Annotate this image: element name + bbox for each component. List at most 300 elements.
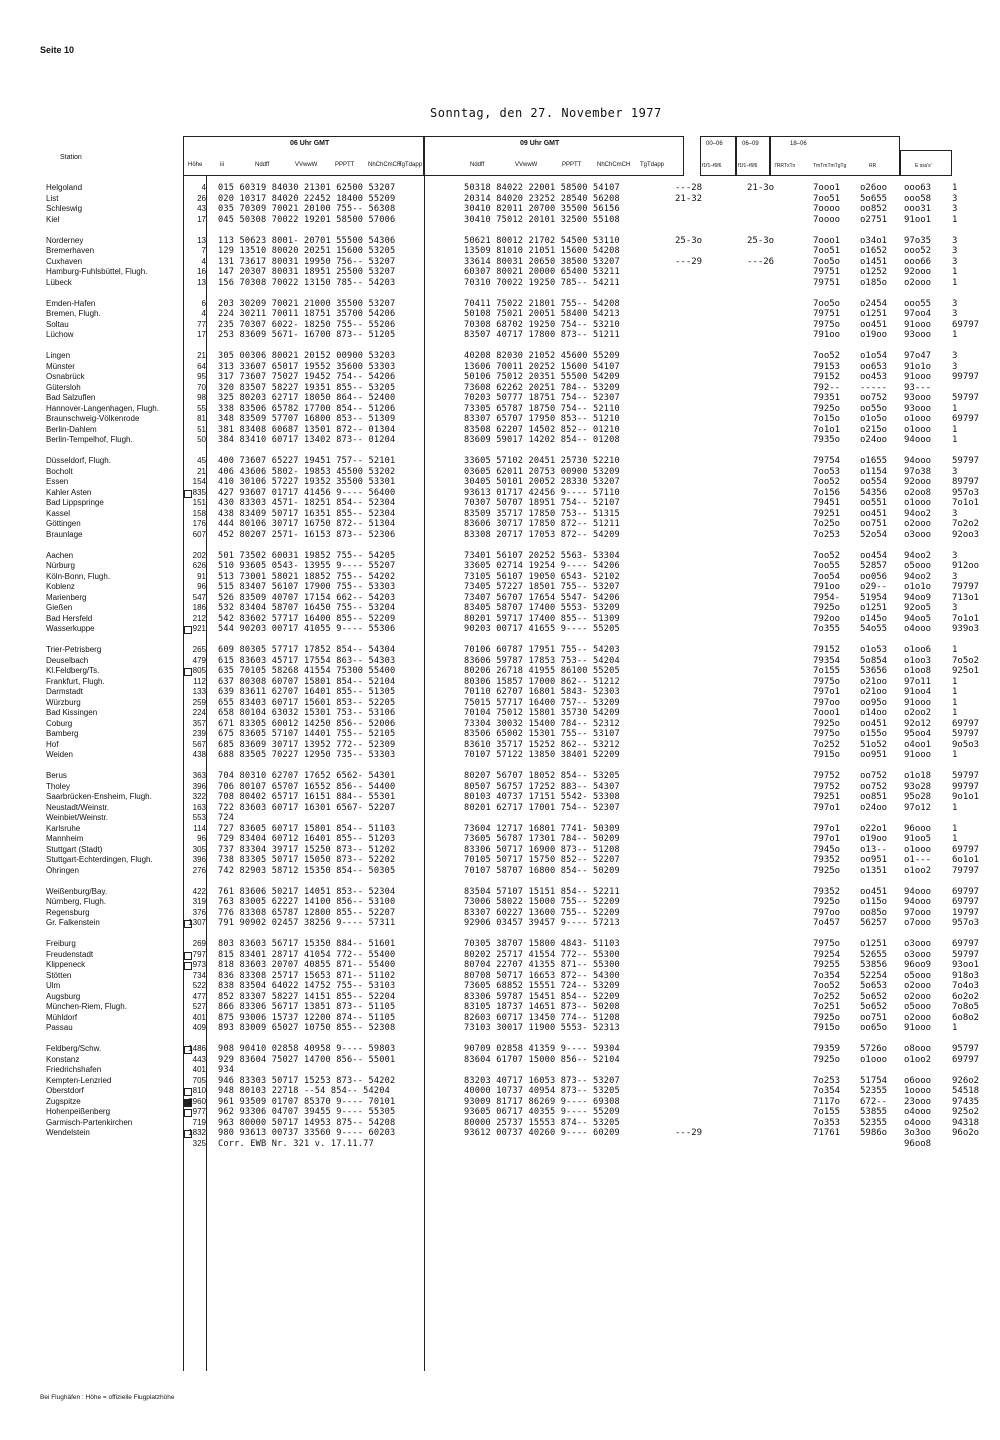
rr-group: 91oo5	[904, 834, 932, 844]
rr-txtn: 79752	[813, 771, 841, 781]
station-name: Göttingen	[46, 519, 81, 528]
tm-group: 52355	[860, 1117, 888, 1128]
station-name: Schleswig	[46, 204, 83, 213]
station-name: Stuttgart (Stadt)	[46, 844, 103, 854]
esss-group: 1	[952, 424, 958, 435]
table-row	[40, 498, 980, 509]
synop-09-group: 83609 59017 14202 854-- 01208	[464, 435, 620, 445]
station-name: Oberstdorf	[46, 1086, 84, 1095]
synop-06-group: 776 83308 65787 12800 855-- 52207	[218, 907, 396, 918]
tm-group: 53855	[860, 1107, 888, 1117]
station-name: Mühldorf	[46, 1012, 78, 1022]
tm-group: o1o54	[860, 351, 888, 361]
esss-group: 7o1o1	[952, 498, 980, 508]
rr-group: 94oo2	[904, 550, 932, 561]
synop-09-group: 83606 59787 17853 753-- 54204	[464, 655, 620, 666]
tm-group: o1ooo	[860, 1054, 888, 1065]
rr-txtn: 791oo	[813, 330, 841, 340]
esss-group: 69797	[952, 886, 980, 897]
table-row	[40, 918, 980, 929]
synop-06-group: 727 83605 60717 15801 854-- 51103	[218, 823, 396, 834]
tm-group: o155o	[860, 729, 888, 739]
synop-06-group: 791 90902 02457 38256 9---- 57311	[218, 918, 396, 928]
esss-group: 93oo1	[952, 960, 980, 970]
esss-group: 3	[952, 298, 958, 309]
table-row	[40, 362, 980, 373]
station-elevation: 4	[201, 256, 206, 266]
table-row	[40, 1002, 980, 1013]
rr-txtn: 7925o	[813, 718, 841, 729]
ff-00-06: ---29	[675, 256, 703, 267]
synop-06-group: 815 83401 28717 41054 772-- 55400	[218, 949, 396, 960]
rr-txtn: 7oooo	[813, 204, 841, 214]
synop-09-group: 50318 84022 22001 58500 54107	[464, 183, 620, 193]
station-name: Kempten-Lenzried	[46, 1075, 112, 1085]
station-elevation: 21	[197, 351, 206, 360]
synop-09-group: 70110 62707 16801 5843- 52303	[464, 687, 620, 697]
tm-group: oo451	[860, 886, 888, 897]
tm-group: oo451	[860, 508, 888, 519]
station-elevation: 70	[197, 382, 206, 392]
rr-group: 91o1o	[904, 361, 932, 372]
synop-09-group: 83306 59787 15451 854-- 52209	[464, 991, 620, 1002]
tm-group: o19oo	[860, 834, 888, 844]
header-period-18-06: 18–06	[790, 141, 807, 147]
table-row	[40, 845, 980, 856]
synop-06-group: 410 30106 57227 19352 35500 53301	[218, 477, 396, 487]
header-hoehe: Höhe	[188, 162, 203, 168]
esss-group: 1	[952, 697, 958, 708]
station-name: Düsseldorf, Flugh.	[46, 456, 111, 465]
synop-09-group: 40000 10737 40954 873-- 53205	[464, 1086, 620, 1096]
table-row	[40, 824, 980, 835]
synop-09-group: 93612 00737 40260 9---- 60209	[464, 1128, 620, 1138]
mountain-station-marker-icon	[184, 668, 192, 676]
synop-09-group: 33605 02714 19254 9---- 54206	[464, 561, 620, 571]
group-spacer	[40, 1034, 980, 1045]
rr-group: 92o12	[904, 718, 932, 729]
station-elevation: 7	[201, 246, 206, 255]
synop-06-group: 738 83305 50717 15050 873-- 52202	[218, 855, 396, 865]
tm-group: oo454	[860, 550, 888, 561]
synop-09-group: 50108 75021 20051 58400 54213	[464, 309, 620, 319]
page-title: Sonntag, den 27. November 1977	[430, 106, 662, 120]
tm-group: oo752	[860, 393, 888, 403]
table-row	[40, 435, 980, 446]
station-elevation: 77	[197, 319, 206, 329]
station-name: Zugspitze	[46, 1096, 81, 1106]
table-row	[40, 750, 980, 761]
rr-group: ooo58	[904, 193, 932, 204]
tm-group: 51754	[860, 1075, 888, 1086]
station-elevation: 734	[192, 970, 206, 980]
station-elevation: 401	[192, 1065, 206, 1074]
synop-09-group: 70107 57122 13850 38401 52209	[464, 750, 620, 760]
rr-group: o2ooo	[904, 991, 932, 1002]
synop-06-group: 688 83505 70227 12950 735-- 53303	[218, 750, 396, 760]
rr-txtn: 7ooo1	[813, 183, 841, 193]
station-name: Trier-Petrisberg	[46, 645, 102, 654]
tm-group: o24oo	[860, 435, 888, 445]
esss-group: 3	[952, 571, 958, 582]
synop-09-group: 80202 25717 41554 772-- 55300	[464, 949, 620, 960]
table-row	[40, 467, 980, 478]
rr-txtn: 7o253	[813, 1075, 841, 1086]
station-elevation: 626	[192, 561, 206, 570]
synop-09-group: 80206 26718 41955 86100 55205	[464, 666, 620, 676]
tm-group: o19oo	[860, 330, 888, 340]
station-elevation: 13	[197, 277, 206, 287]
table-row	[40, 456, 980, 467]
station-elevation: 376	[192, 907, 206, 917]
synop-09-group: 80306 15857 17000 862-- 51212	[464, 676, 620, 687]
station-elevation: 212	[192, 613, 206, 623]
table-row	[40, 267, 980, 278]
group-spacer	[40, 876, 980, 887]
table-row	[40, 383, 980, 394]
station-name: Lüchow	[46, 330, 74, 339]
station-elevation: 396	[192, 855, 206, 864]
tm-group: o115o	[860, 897, 888, 907]
table-row	[40, 204, 980, 215]
rr-txtn: 7oo52	[813, 477, 841, 487]
tm-group: oo85o	[860, 907, 888, 918]
rr-group: 97o12	[904, 802, 932, 813]
station-name: Kiel	[46, 214, 60, 224]
tm-group: oo653	[860, 361, 888, 372]
synop-09-group: 83105 18737 14651 873-- 50208	[464, 1002, 620, 1012]
synop-06-group: 658 80104 63032 15301 753-- 53106	[218, 708, 396, 718]
station-name: Mannheim	[46, 834, 84, 843]
table-row	[40, 593, 980, 604]
synop-06-group: 875 93006 15737 12200 874-- 51105	[218, 1012, 396, 1023]
station-elevation: 114	[193, 823, 206, 833]
station-elevation: 305	[192, 844, 206, 854]
rr-txtn: 7o1o1	[813, 424, 841, 435]
station-elevation: 45	[197, 456, 206, 465]
synop-06-group: 513 73001 58021 18852 755-- 54202	[218, 571, 396, 582]
esss-group: 3	[952, 246, 958, 256]
tm-group: o1251	[860, 603, 888, 613]
esss-group: 926o2	[952, 1075, 980, 1086]
synop-06-group: 526 83509 40707 17154 662-- 54203	[218, 592, 396, 603]
station-elevation: 224	[192, 708, 206, 717]
synop-06-group: 452 80207 2571- 16153 873-- 52306	[218, 529, 396, 540]
tm-group: 5o652	[860, 1002, 888, 1012]
esss-group: 1	[952, 834, 958, 844]
rr-txtn: 7925o	[813, 603, 841, 613]
station-elevation: 202	[192, 550, 206, 560]
station-elevation: 6	[201, 298, 206, 308]
tm-group: oo95o	[860, 697, 888, 708]
esss-group: 69797	[952, 939, 980, 949]
group-spacer	[40, 288, 980, 299]
esss-group: 1	[952, 708, 958, 718]
esss-group: 1	[952, 277, 958, 288]
rr-txtn: 7ooo1	[813, 235, 841, 246]
esss-group: 957o3	[952, 918, 980, 928]
tm-group: oo056	[860, 571, 888, 582]
rr-txtn: 79352	[813, 886, 841, 897]
tm-group: 5o653	[860, 981, 888, 991]
station-name: Lingen	[46, 351, 71, 360]
rr-txtn: 79451	[813, 498, 841, 508]
station-name: Berus	[46, 771, 67, 780]
rr-group: o4ooo	[904, 1117, 932, 1128]
table-row	[40, 1023, 980, 1034]
rr-group: o5ooo	[904, 970, 932, 981]
tm-group: 5o652	[860, 991, 888, 1002]
synop-09-group: 83307 65707 17950 853-- 51210	[464, 414, 620, 424]
header-esss: E sss's'	[915, 163, 932, 169]
station-name: Augsburg	[46, 991, 81, 1001]
synop-09-group: 40208 82030 21052 45600 55209	[464, 351, 620, 361]
station-elevation: 95	[197, 372, 206, 381]
synop-06-group: 637 80308 60707 15801 854-- 52104	[218, 676, 396, 687]
esss-group: 95797	[952, 1044, 980, 1054]
esss-group: 99797	[952, 372, 980, 382]
synop-09-group: 13606 70011 20252 15600 54107	[464, 361, 620, 372]
header-06-ppptt: PPPTT	[335, 162, 355, 168]
rr-txtn: 79754	[813, 456, 841, 466]
synop-09-group: 70307 50707 18951 754-- 52107	[464, 498, 620, 508]
synop-06-group: 020 10317 84020 22452 18400 55209	[218, 193, 396, 204]
header-06-nddff: Nddff	[255, 162, 270, 168]
header-09-title: 09 Uhr GMT	[520, 140, 560, 147]
rr-group: 94oo2	[904, 508, 932, 519]
synop-09-group: 80103 40737 17151 5542- 53308	[464, 792, 620, 802]
rr-txtn: 7oo52	[813, 550, 841, 561]
rr-group: 91ooo	[904, 372, 932, 382]
station-elevation: 2960	[188, 1096, 206, 1106]
tm-group: oo752	[860, 781, 888, 792]
table-row	[40, 488, 980, 499]
synop-09-group: 83306 50717 16900 873-- 51208	[464, 844, 620, 855]
synop-06-group: 980 93613 00737 33560 9---- 60203	[218, 1128, 396, 1138]
header-period-00-06: 00–06	[706, 141, 723, 147]
tm-group: o22o1	[860, 823, 888, 834]
synop-09-group: 70310 70022 19250 785-- 54211	[464, 277, 620, 288]
esss-group: 3	[952, 351, 958, 361]
synop-09-group: 93605 06717 40355 9---- 55209	[464, 1107, 620, 1117]
station-name: Köln-Bonn, Flugh.	[46, 571, 111, 581]
header-09-ppptt: PPPTT	[562, 162, 582, 168]
rr-txtn: 7oo51	[813, 246, 841, 256]
station-name: Wasserkuppe	[46, 624, 95, 633]
esss-group: 7o8o5	[952, 1002, 980, 1012]
table-row	[40, 299, 980, 310]
station-elevation: 154	[192, 477, 206, 486]
header-rr: RR	[869, 163, 877, 169]
synop-09-group: 70106 60787 17951 755-- 54203	[464, 645, 620, 655]
rr-txtn: 7o251	[813, 1002, 841, 1012]
station-name: Osnabrück	[46, 372, 85, 381]
tm-group: oo851	[860, 792, 888, 802]
table-row	[40, 257, 980, 268]
station-elevation: 477	[192, 991, 206, 1001]
rr-group: o2oo2	[904, 708, 932, 718]
synop-06-group: 444 80106 30717 16750 872-- 51304	[218, 519, 396, 529]
synop-09-group: 73304 30032 15400 784-- 52312	[464, 718, 620, 729]
table-row	[40, 939, 980, 950]
rr-group: o2ooo	[904, 1012, 932, 1023]
synop-06-group: 963 80000 50717 14953 875-- 54208	[218, 1117, 396, 1128]
table-row	[40, 950, 980, 961]
esss-group: 1	[952, 435, 958, 445]
rr-txtn: 792--	[813, 382, 841, 393]
synop-06-group: 224 30211 70011 18751 35700 54206	[218, 309, 396, 319]
rr-group: 97o47	[904, 351, 932, 361]
group-spacer	[40, 225, 980, 236]
table-row	[40, 740, 980, 751]
station-elevation: 443	[192, 1054, 206, 1064]
rr-txtn: 79751	[813, 309, 841, 319]
group-spacer	[40, 929, 980, 940]
station-elevation: 396	[192, 781, 206, 791]
tm-group: o14oo	[860, 708, 888, 718]
table-row	[40, 960, 980, 971]
rr-group: o1oo3	[904, 655, 932, 666]
synop-09-group: 73105 56107 19050 6543- 52102	[464, 571, 620, 582]
table-row	[40, 246, 980, 257]
rr-txtn: 79254	[813, 949, 841, 960]
rr-txtn: 7oo5o	[813, 256, 841, 267]
table-row	[40, 971, 980, 982]
synop-06-group: 675 83605 57107 14401 755-- 52105	[218, 729, 396, 739]
tm-group: oo453	[860, 372, 888, 382]
station-elevation: 409	[192, 1023, 206, 1032]
rr-group: o2ooo	[904, 519, 932, 529]
table-row	[40, 1139, 980, 1150]
rr-txtn: 7975o	[813, 319, 841, 330]
station-name: Nürburg	[46, 561, 75, 570]
synop-09-group: 70305 38707 15800 4843- 51103	[464, 939, 620, 949]
tm-group: 51o52	[860, 739, 888, 750]
synop-09-group: 83203 40717 16053 873-- 53207	[464, 1075, 620, 1086]
synop-09-group: 83504 57107 15151 854-- 52211	[464, 886, 620, 897]
table-row	[40, 771, 980, 782]
synop-06-group: 400 73607 65227 19451 757-- 52101	[218, 456, 396, 466]
rr-txtn: 79152	[813, 645, 841, 655]
mountain-station-marker-icon	[184, 1088, 192, 1096]
station-name: Hohenpeißenberg	[46, 1107, 111, 1116]
synop-09-group: 80507 56757 17252 883-- 54307	[464, 781, 620, 792]
rr-group: o7ooo	[904, 918, 932, 928]
station-name: Passau	[46, 1023, 73, 1032]
rr-txtn: 797oo	[813, 907, 841, 918]
station-name: Braunlage	[46, 529, 83, 539]
header-09-nddff: Nddff	[470, 162, 485, 168]
synop-09-group: 73407 56707 17654 5547- 54206	[464, 592, 620, 603]
station-name: Garmisch-Partenkirchen	[46, 1117, 133, 1127]
esss-group: 7o5o2	[952, 655, 980, 666]
header-06-clouds: NhChCmCH	[368, 162, 402, 168]
synop-06-group: 406 43606 5802- 19853 45500 53202	[218, 466, 396, 477]
rr-group: 91ooo	[904, 319, 932, 330]
station-elevation: 176	[192, 519, 206, 528]
synop-06-group: 803 83603 56717 15350 884-- 51601	[218, 939, 396, 949]
synop-06-group: 908 90410 02858 40958 9---- 59803	[218, 1044, 396, 1054]
station-elevation: 55	[197, 403, 206, 413]
station-elevation: 357	[192, 718, 206, 728]
tm-group: o1451	[860, 256, 888, 267]
rr-group: o4ooo	[904, 624, 932, 634]
station-elevation: 567	[192, 739, 206, 749]
tm-group: 52o54	[860, 529, 888, 540]
synop-06-group: 742 82903 58712 15350 854-- 50305	[218, 865, 396, 876]
synop-09-group: 73401 56107 20252 5563- 53304	[464, 550, 620, 561]
synop-09-group: 83307 60227 13600 755-- 52209	[464, 907, 620, 918]
esss-group: 9o1o1	[952, 792, 980, 802]
synop-06-group: 852 83307 58227 14151 855-- 52204	[218, 991, 396, 1002]
esss-group: 3	[952, 508, 958, 519]
rr-group: o5ooo	[904, 1002, 932, 1012]
synop-09-group: 33614 80031 20650 38500 53207	[464, 256, 620, 267]
station-name: Friedrichshafen	[46, 1065, 102, 1074]
synop-06-group: 015 60319 84030 21301 62500 53207	[218, 183, 396, 193]
synop-06-group: 962 93306 04707 39455 9---- 55305	[218, 1107, 396, 1117]
rr-group: 93---	[904, 382, 932, 393]
table-row	[40, 582, 980, 593]
station-name: Berlin-Tempelhof, Flugh.	[46, 435, 133, 444]
rr-group: 93ooo	[904, 330, 932, 340]
station-elevation: 325	[192, 1138, 206, 1148]
station-name: Soltau	[46, 319, 69, 329]
tm-group: oo451	[860, 319, 888, 330]
esss-group: 97435	[952, 1096, 980, 1107]
rr-group: 97ooo	[904, 907, 932, 918]
table-row	[40, 729, 980, 740]
rr-group: o1o18	[904, 771, 932, 781]
synop-09-group: 50621 80012 21702 54500 53110	[464, 235, 620, 246]
esss-group: 7o4o3	[952, 981, 980, 991]
rr-txtn: 79251	[813, 508, 841, 519]
rr-txtn: 797oo	[813, 697, 841, 708]
tm-group: oo751	[860, 519, 888, 529]
mountain-station-marker-icon	[184, 626, 192, 634]
esss-group: 59797	[952, 393, 980, 403]
rr-txtn: 7975o	[813, 729, 841, 739]
rr-txtn: 79255	[813, 960, 841, 970]
table-row	[40, 666, 980, 677]
table-row	[40, 330, 980, 341]
synop-06-group: 838 83504 64022 14752 755-- 53103	[218, 981, 396, 991]
table-row	[40, 624, 980, 635]
synop-09-group: 30405 50101 20052 28330 53207	[464, 477, 620, 487]
synop-06-group: 313 33607 65017 19552 35600 53303	[218, 361, 396, 372]
synop-09-group: 73006 58022 15000 755-- 52209	[464, 897, 620, 907]
station-name: Aachen	[46, 550, 74, 560]
tm-group: 51954	[860, 592, 888, 603]
station-elevation: 133	[192, 687, 206, 696]
rr-txtn: 7o155	[813, 1107, 841, 1117]
tm-group: 672--	[860, 1096, 888, 1107]
tm-group: 52254	[860, 970, 888, 981]
tm-group: o29--	[860, 582, 888, 592]
table-row	[40, 645, 980, 656]
esss-group: 79797	[952, 865, 980, 876]
station-elevation: 81	[197, 414, 206, 423]
rr-group: 94oo2	[904, 571, 932, 582]
station-elevation: 276	[192, 865, 206, 875]
rr-group: ooo66	[904, 256, 932, 267]
rr-txtn: 797o1	[813, 802, 841, 813]
station-name: Würzburg	[46, 697, 81, 707]
esss-group: 7o2o2	[952, 519, 980, 529]
station-elevation: 1486	[188, 1044, 206, 1053]
table-row	[40, 530, 980, 541]
station-column-header: Station	[60, 154, 82, 161]
